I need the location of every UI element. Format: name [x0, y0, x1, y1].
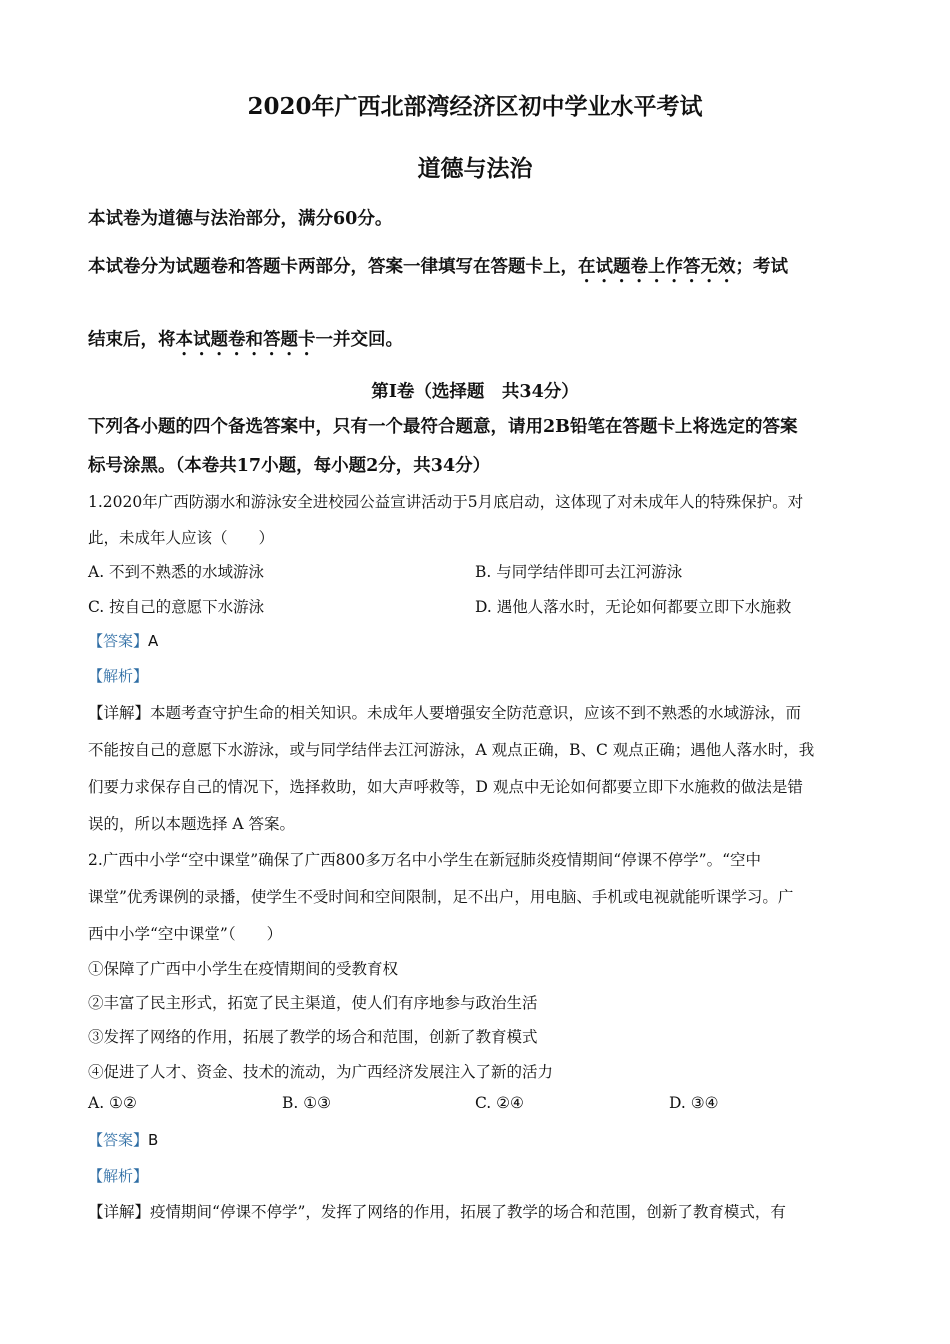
q1-detail-tag: 【详解】 — [88, 704, 151, 722]
q1-analysis-tag: 【解析】 — [88, 667, 149, 685]
q1-detail-4: 误的，所以本题选择 A 答案。 — [88, 815, 296, 833]
q1-detail-text-1: 本题考查守护生命的相关知识。未成年人要增强安全防范意识，应该不到不熟悉的水域游泳，而 — [150, 704, 802, 722]
q2-option-b: B. ①③ — [282, 1094, 332, 1112]
section-instruction-1: 下列各小题的四个备选答案中，只有一个最符合题意，请用2B铅笔在答题卡上将选定的答案 — [88, 417, 798, 437]
q2-detail-tag: 【详解】 — [88, 1203, 151, 1221]
q2-item-1: ①保障了广西中小学生在疫情期间的受教育权 — [88, 960, 399, 978]
notice-line-3 — [88, 326, 403, 360]
q1-detail-3: 们要力求保存自己的情况下，选择救助，如大声呼救等，D 观点中无论如何都要立即下水施救的做法是错 — [88, 778, 803, 796]
q1-option-d: D. 遇他人落水时，无论如何都要立即下水施救 — [475, 598, 792, 616]
q2-stem-2: 课堂”优秀课例的录播，使学生不受时间和空间限制，足不出户，用电脑、手机或电视就能听课学习。广 — [88, 888, 794, 906]
q1-detail-2: 不能按自己的意愿下水游泳，或与同学结伴去江河游泳，A 观点正确，B、C 观点正确；遇他人落水时，我 — [88, 741, 815, 759]
q1-option-b: B. 与同学结伴即可去江河游泳 — [475, 563, 683, 581]
notice-line-3a: 结束后，将 — [88, 330, 176, 350]
q1-stem-1: 1.2020年广西防溺水和游泳安全进校园公益宣讲活动于5月底启动，这体现了对未成年人的特殊保护。对 — [88, 493, 804, 511]
subject-title: 道德与法治 — [417, 155, 533, 182]
q1-answer-tag: 【答案】 — [88, 632, 149, 650]
q2-analysis-tag: 【解析】 — [88, 1167, 149, 1185]
notice-line-2c: ；考试 — [735, 257, 788, 277]
q1-option-c: C. 按自己的意愿下水游泳 — [88, 598, 265, 616]
q2-option-a: A. ①② — [88, 1094, 137, 1112]
q2-answer-value: B — [148, 1131, 159, 1149]
notice-line-2a: 本试卷分为试题卷和答题卡两部分，答案一律填写在答题卡上， — [88, 257, 578, 277]
q2-option-d: D. ③④ — [669, 1094, 719, 1112]
section-instruction-2: 标号涂黑。（本卷共17小题，每小题2分，共34分） — [88, 456, 491, 476]
exam-title: 2020年广西北部湾经济区初中学业水平考试 — [247, 93, 703, 120]
q2-option-c: C. ②④ — [475, 1094, 524, 1112]
q1-answer-row — [88, 630, 158, 651]
q2-item-4: ④促进了人才、资金、技术的流动，为广西经济发展注入了新的活力 — [88, 1063, 554, 1081]
notice-emphasis-invalid: 在试题卷上作答无效 — [578, 257, 736, 277]
q2-detail-1 — [88, 1200, 786, 1222]
q2-stem-1: 2.广西中小学“空中课堂”确保了广西800多万名中小学生在新冠肺炎疫情期间“停课不停学”。“空中 — [88, 851, 761, 869]
notice-line-3c: 一并交回。 — [315, 330, 403, 350]
notice-line-1: 本试卷为道德与法治部分，满分60分。 — [88, 209, 393, 229]
q1-option-a: A. 不到不熟悉的水域游泳 — [88, 563, 265, 581]
q2-item-3: ③发挥了网络的作用，拓展了教学的场合和范围，创新了教育模式 — [88, 1028, 538, 1046]
notice-emphasis-papers: 本试题卷和答题卡 — [175, 330, 316, 350]
q2-answer-row — [88, 1129, 158, 1150]
q1-detail-1 — [88, 701, 801, 723]
section-title: 第Ⅰ卷（选择题 共34分） — [371, 382, 579, 402]
q2-answer-tag: 【答案】 — [88, 1131, 149, 1149]
q1-answer-value: A — [148, 632, 159, 650]
q1-stem-2: 此，未成年人应该（ ） — [88, 529, 275, 547]
q2-detail-text-1: 疫情期间“停课不停学”，发挥了网络的作用，拓展了教学的场合和范围，创新了教育模式，有 — [150, 1203, 786, 1221]
notice-line-2 — [88, 253, 788, 287]
q2-stem-3: 西中小学“空中课堂”（ ） — [88, 925, 283, 943]
q2-item-2: ②丰富了民主形式，拓宽了民主渠道，使人们有序地参与政治生活 — [88, 994, 538, 1012]
